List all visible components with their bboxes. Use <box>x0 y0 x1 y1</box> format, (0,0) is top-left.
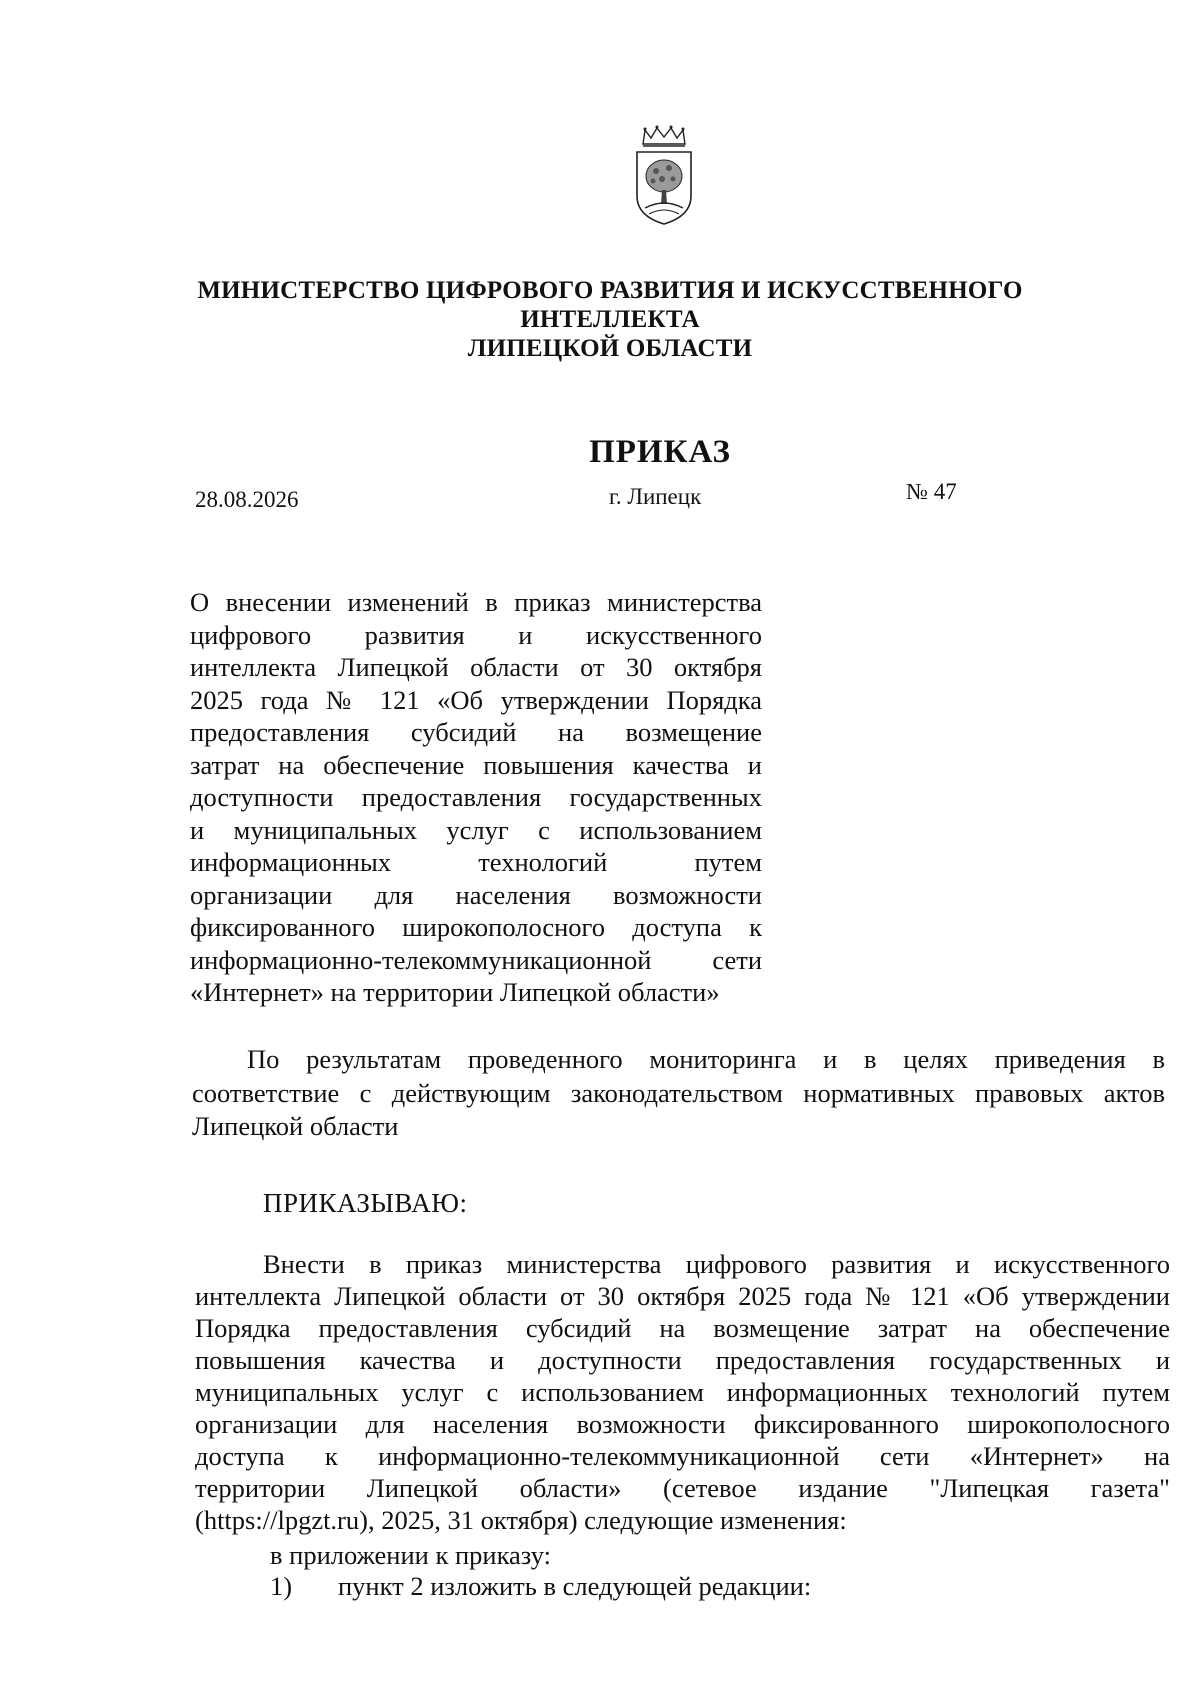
body-line: Порядка предоставления субсидий на возмещение затрат на обеспечение <box>195 1313 1170 1343</box>
list-item <box>270 1571 811 1602</box>
ministry-line: ЛИПЕЦКОЙ ОБЛАСТИ <box>467 335 753 362</box>
order-directive-word: ПРИКАЗЫВАЮ: <box>263 1188 468 1218</box>
body-paragraph <box>195 1248 1170 1536</box>
order-city: г. Липецк <box>609 484 702 509</box>
ministry-line: ИНТЕЛЛЕКТА <box>520 306 700 333</box>
body-line: повышения качества и доступности предоставления государственных и <box>195 1345 1170 1375</box>
subject-line: О внесении изменений в приказ министерства <box>190 587 762 617</box>
order-date: 28.08.2026 <box>195 487 299 512</box>
subject-line: доступности предоставления государственных <box>190 782 762 812</box>
list-item-number: 1) <box>270 1571 293 1601</box>
body-line: территории Липецкой области» (сетевое издание "Липецкая газета" <box>195 1473 1170 1503</box>
preamble-line: соответствие с действующим законодательством нормативных правовых актов <box>192 1077 1165 1108</box>
subject-line: информационно-телекоммуникационной сети <box>190 944 762 975</box>
order-subject <box>190 586 762 1009</box>
order-title: ПРИКАЗ <box>589 434 731 470</box>
subject-line: фиксированного широкополосного доступа к <box>190 912 762 942</box>
subject-line: 2025 года № 121 «Об утверждении Порядка <box>190 684 762 715</box>
preamble-paragraph <box>192 1043 1165 1144</box>
order-number: № 47 <box>906 479 957 504</box>
appendix-intro: в приложении к приказу: <box>270 1540 551 1570</box>
preamble-line: Липецкой области <box>192 1111 399 1141</box>
preamble-line: По результатам проведенного мониторинга и в целях приведения в <box>247 1044 1165 1074</box>
body-line: доступа к информационно-телекоммуникационной сети «Интернет» на <box>195 1441 1170 1471</box>
coat-of-arms-icon <box>631 124 697 232</box>
subject-line: предоставления субсидий на возмещение <box>190 717 762 747</box>
subject-line: «Интернет» на территории Липецкой области» <box>190 977 720 1007</box>
body-line: Внести в приказ министерства цифрового развития и искусственного <box>263 1249 1170 1279</box>
ministry-name <box>180 276 1040 363</box>
list-item-text: пункт 2 изложить в следующей редакции: <box>338 1571 812 1601</box>
subject-line: цифрового развития и искусственного <box>190 619 762 650</box>
subject-line: информационных технологий путем <box>190 847 762 877</box>
body-line: муниципальных услуг с использованием информационных технологий путем <box>195 1377 1170 1407</box>
subject-line: организации для населения возможности <box>190 879 762 910</box>
body-line: (https://lpgzt.ru), 2025, 31 октября) следующие изменения: <box>195 1505 847 1535</box>
body-line: организации для населения возможности фиксированного широкополосного <box>195 1409 1170 1439</box>
body-line: интеллекта Липецкой области от 30 октября 2025 года № 121 «Об утверждении <box>195 1281 1170 1311</box>
ministry-line: МИНИСТЕРСТВО ЦИФРОВОГО РАЗВИТИЯ И ИСКУССТВЕННОГО <box>197 277 1023 304</box>
subject-line: затрат на обеспечение повышения качества и <box>190 749 762 780</box>
subject-line: интеллекта Липецкой области от 30 октября <box>190 652 762 682</box>
subject-line: и муниципальных услуг с использованием <box>190 814 762 845</box>
